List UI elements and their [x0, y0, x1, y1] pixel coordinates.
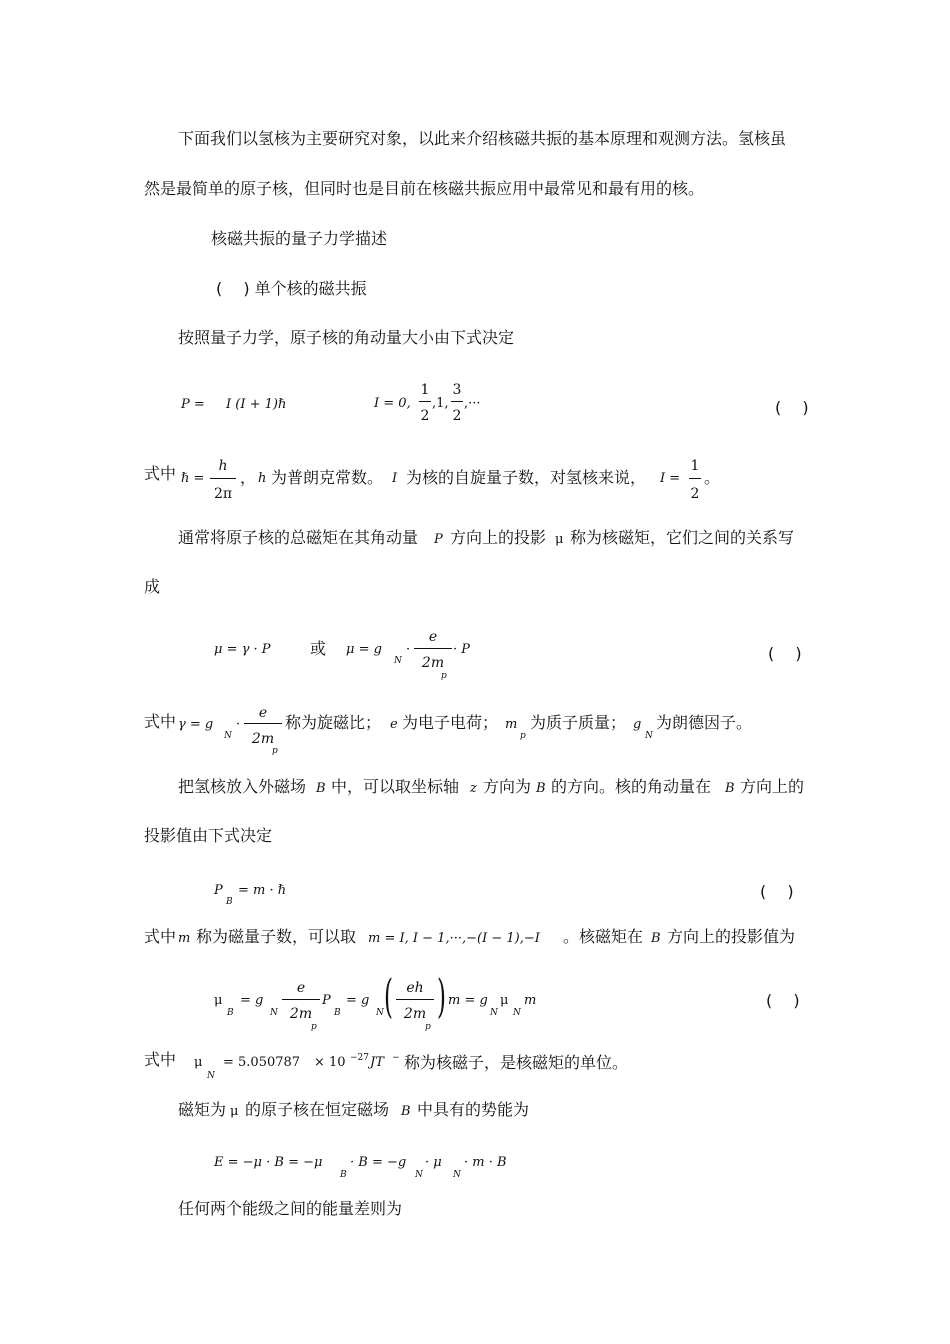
m-sub-p: p — [520, 731, 526, 741]
equation-number: ( ) — [775, 398, 809, 417]
eq2-num: e — [428, 629, 438, 645]
hbar-den: 2π — [213, 486, 233, 502]
g-sub-N: N — [645, 731, 653, 741]
left-paren-icon: ( — [384, 969, 393, 1023]
eq1-frac2-num: 3 — [452, 382, 462, 398]
eq5-b: · B = −g — [350, 1155, 407, 1170]
prefix-label: 式中 — [144, 1050, 177, 1069]
muN-mu: μ — [194, 1055, 203, 1070]
eq2-bar — [414, 648, 452, 649]
eq4-sub-N2: N — [376, 1008, 384, 1018]
p4-text-d: 的方向。核的角动量在 — [551, 777, 712, 796]
eq1-frac1-den: 2 — [420, 408, 430, 424]
p3-symbol-P: P — [434, 532, 443, 547]
muN-exp: −27 — [350, 1053, 369, 1063]
eq4-num1: e — [296, 980, 306, 996]
eq4-eq1: = g — [240, 993, 264, 1008]
p3-text-c: 称为核磁矩，它们之间的关系写 — [570, 528, 795, 547]
eq4-mu2: μ — [500, 993, 509, 1008]
eq1-frac1-num: 1 — [420, 382, 430, 398]
prefix-label: 式中 — [144, 464, 177, 483]
prefix-label: 式中 — [144, 927, 177, 946]
muN-sub: N — [207, 1071, 215, 1081]
eq4-tail: m = g — [448, 993, 488, 1008]
eq1-lhs: P = — [181, 397, 205, 412]
eq1-condition: I = 0, — [374, 396, 411, 411]
paragraph-intro-line1: 下面我们以氢核为主要研究对象，以此来介绍核磁共振的基本原理和观测方法。氢核虽 — [178, 129, 787, 148]
p4-symbol-B2: B — [536, 781, 546, 796]
gamma-num: e — [258, 705, 268, 721]
paragraph-angular-momentum: 按照量子力学，原子核的角动量大小由下式决定 — [178, 328, 515, 347]
text-lande: 为朗德因子。 — [656, 713, 753, 732]
symbol-g: g — [633, 717, 642, 732]
paragraph-intro-line2: 然是最简单的原子核，但同时也是目前在核磁共振应用中最常见和最有用的核。 — [144, 179, 705, 198]
text-sep: ， — [240, 468, 257, 487]
eq4-bar1 — [282, 999, 320, 1000]
muN-unit-exp: − — [392, 1053, 400, 1063]
subsection-heading: ( ) 单个核的磁共振 — [216, 279, 367, 298]
section-heading: 核磁共振的量子力学描述 — [211, 229, 388, 248]
eq5-sub-N: N — [415, 1170, 423, 1180]
eq4-sub-N4: N — [513, 1008, 521, 1018]
p5-symbol-mu: μ — [230, 1104, 239, 1119]
gamma-dot: · — [236, 717, 241, 732]
p5-text-a: 磁矩为 — [178, 1100, 227, 1119]
hbar-lhs: ℏ = — [181, 471, 205, 486]
p3-symbol-mu: μ — [555, 532, 564, 547]
text-period: 。 — [704, 468, 721, 487]
p3-text-b: 方向上的投影 — [450, 528, 547, 547]
hbar-frac-bar — [210, 478, 236, 479]
I-eq: I = — [660, 471, 681, 486]
eq4-P: P — [322, 993, 331, 1008]
symbol-m: m — [505, 717, 518, 732]
text-m-desc: 称为磁量子数，可以取 — [196, 927, 357, 946]
muN-times: × 10 — [314, 1055, 346, 1070]
text-spin: 为核的自旋量子数，对氢核来说， — [406, 468, 647, 487]
eq5-d: · m · B — [464, 1155, 507, 1170]
symbol-I: I — [392, 471, 398, 486]
muN-unit: JT — [370, 1055, 384, 1070]
p5-symbol-B: B — [401, 1104, 411, 1119]
m-values: m = I, I − 1,···,−(I − 1),−I — [368, 931, 540, 946]
p4-symbol-B3: B — [725, 781, 735, 796]
eq4-den1-sub: p — [311, 1022, 317, 1032]
symbol-B: B — [651, 931, 661, 946]
p5-text-c: 中具有的势能为 — [417, 1100, 530, 1119]
equation-number: ( ) — [760, 882, 794, 901]
p3-text-a: 通常将原子核的总磁矩在其角动量 — [178, 528, 419, 547]
eq4-P-sub: B — [334, 1008, 341, 1018]
eq1-mid: ,1, — [432, 396, 449, 411]
prefix-label: 式中 — [144, 712, 177, 731]
eq4-sub-B: B — [227, 1008, 234, 1018]
gamma-lhs: γ = g — [178, 717, 214, 732]
p4-text-b: 中，可以取坐标轴 — [331, 777, 460, 796]
eq1-frac2-den: 2 — [452, 408, 462, 424]
eq4-end: m — [524, 993, 537, 1008]
text-projection: 。核磁矩在 — [563, 927, 644, 946]
eq5-c: · μ — [425, 1155, 442, 1170]
eq4-mu: μ — [214, 993, 223, 1008]
p4-text-line2: 投影值由下式决定 — [144, 826, 273, 845]
eq4-sub-N3: N — [490, 1008, 498, 1018]
eq4-num2: eh — [406, 980, 424, 996]
eq4-sub-N: N — [270, 1008, 278, 1018]
p4-text-e: 方向上的 — [740, 777, 805, 796]
symbol-h: h — [258, 471, 267, 486]
p5-text-b: 的原子核在恒定磁场 — [245, 1100, 390, 1119]
eq5-sub-N2: N — [453, 1170, 461, 1180]
eq2-left: μ = γ · P — [214, 642, 271, 657]
eq1-frac2-bar — [451, 401, 463, 402]
hbar-num: h — [218, 458, 228, 474]
symbol-m: m — [178, 931, 191, 946]
eq2-rhs: μ = g — [346, 642, 382, 657]
gamma-den-sub: p — [272, 746, 278, 756]
gamma-den: 2m — [251, 731, 275, 747]
gamma-sub-N: N — [224, 731, 232, 741]
text-magneton: 称为核磁子，是核磁矩的单位。 — [404, 1053, 629, 1072]
half-num: 1 — [690, 458, 700, 474]
eq2-dot: · — [406, 642, 411, 657]
eq2-tail: · P — [453, 642, 471, 657]
p4-text-c: 方向为 — [483, 777, 532, 796]
text-gyro: 称为旋磁比； — [285, 713, 382, 732]
eq5-a: E = −μ · B = −μ — [214, 1155, 323, 1170]
eq5-sub-B: B — [340, 1170, 347, 1180]
equation-number: ( ) — [768, 644, 802, 663]
text-projection-end: 方向上的投影值为 — [667, 927, 796, 946]
paragraph-energy-difference: 任何两个能级之间的能量差则为 — [178, 1199, 403, 1218]
p4-symbol-B: B — [316, 781, 326, 796]
text-charge: 为电子电荷； — [402, 713, 499, 732]
text-planck: 为普朗克常数。 — [271, 468, 384, 487]
eq2-sub-N: N — [394, 656, 402, 666]
half-bar — [689, 478, 701, 479]
gamma-bar — [244, 723, 282, 724]
eq1-tail: ,··· — [464, 396, 481, 411]
eq4-den2: 2m — [403, 1006, 427, 1022]
eq4-eq2: = g — [346, 993, 370, 1008]
eq1-rhs: I (I + 1)ℏ — [226, 397, 287, 412]
eq2-den: 2m — [421, 655, 445, 671]
p3-text-d: 成 — [144, 577, 161, 596]
p4-symbol-z: z — [470, 781, 477, 796]
eq3-sub-B: B — [226, 897, 233, 907]
eq3-rhs: = m · ℏ — [238, 883, 287, 898]
eq2-or: 或 — [310, 639, 327, 658]
eq4-den1: 2m — [289, 1006, 313, 1022]
equation-number: ( ) — [766, 991, 800, 1010]
eq3-P: P — [214, 883, 223, 898]
eq2-den-sub: p — [441, 671, 447, 681]
muN-value: = 5.050787 — [223, 1055, 301, 1070]
eq4-bar2 — [396, 999, 434, 1000]
symbol-e: e — [390, 717, 398, 732]
eq1-frac1-bar — [419, 401, 431, 402]
p4-text-a: 把氢核放入外磁场 — [178, 777, 307, 796]
right-paren-icon: ) — [437, 969, 446, 1023]
half-den: 2 — [690, 486, 700, 502]
eq4-den2-sub: p — [425, 1022, 431, 1032]
text-proton-mass: 为质子质量； — [530, 713, 627, 732]
